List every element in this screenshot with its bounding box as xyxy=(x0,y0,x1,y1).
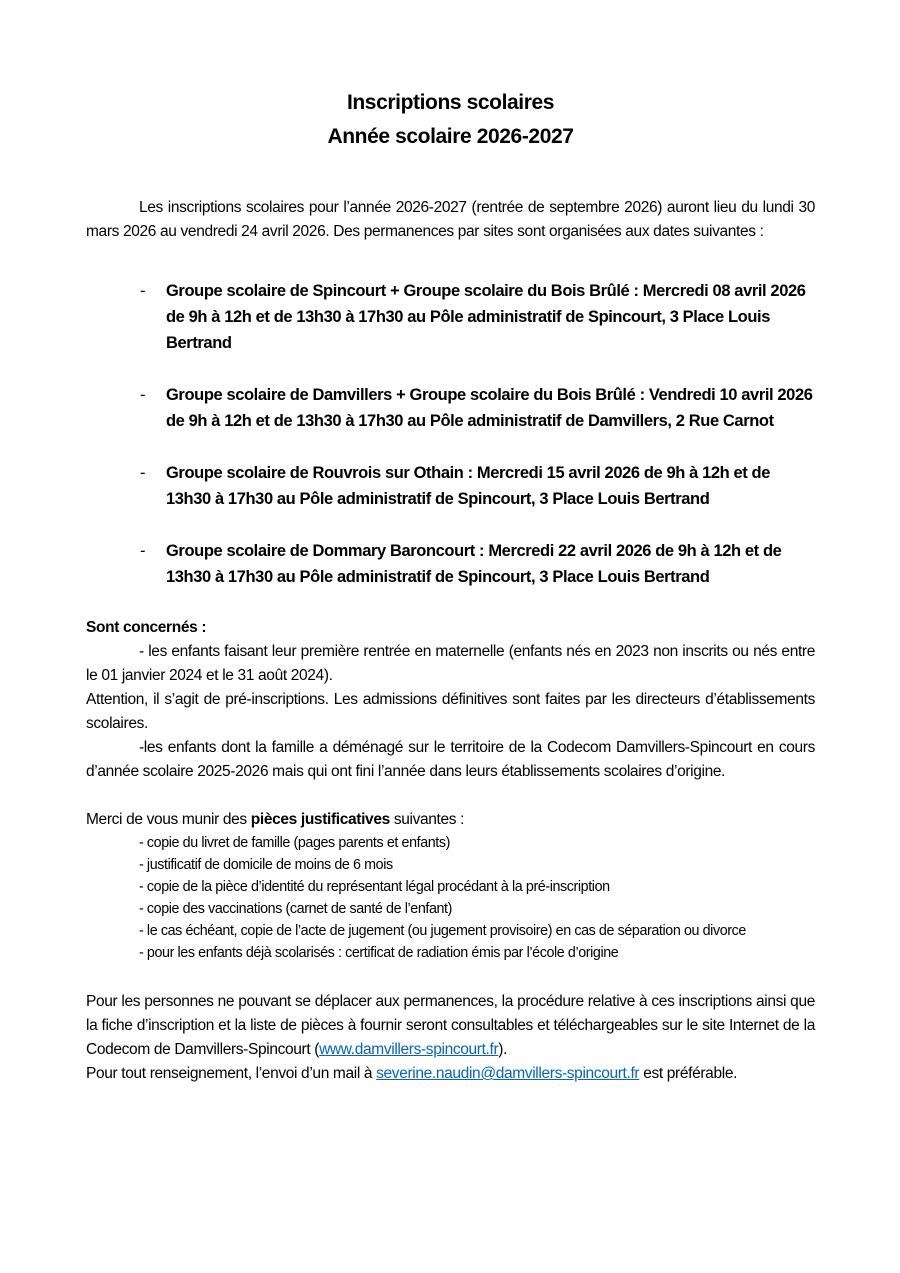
contact-text: Pour les personnes ne pouvant se déplacer aux permanences, la procédure relative à ces inscriptions ainsi que la fiche d’inscription et la liste de pièces à fournir seront consultables et téléchargeables sur le site Internet de la Codecom de Damvillers-Spincourt ( xyxy=(86,993,815,1058)
concerned-section xyxy=(86,616,815,784)
title-line-2: Année scolaire 2026-2027 xyxy=(327,125,574,148)
contact-text-end: ). xyxy=(498,1041,508,1058)
email-link[interactable]: severine.naudin@damvillers-spincourt.fr xyxy=(376,1065,640,1082)
documents-intro-bold: pièces justificatives xyxy=(250,811,390,828)
document-item: - pour les enfants déjà scolarisés : certificat de radiation émis par l’école d’origine xyxy=(139,945,619,961)
concerned-item-2: -les enfants dont la famille a déménagé sur le territoire de la Codecom Damvillers-Spincourt en cours d’année scolaire 2025-2026 mais qui ont fini l’année dans leurs établissements scolaires d’origine. xyxy=(86,739,815,780)
permanence-item xyxy=(140,278,815,356)
list-dash: - xyxy=(140,542,146,560)
document-item: - copie des vaccinations (carnet de santé de l’enfant) xyxy=(139,901,452,917)
documents-list xyxy=(86,832,815,964)
permanence-item xyxy=(140,382,815,434)
permanence-text: Groupe scolaire de Dommary Baroncourt : Mercredi 22 avril 2026 de 9h à 12h et de 13h30 à 17h30 au Pôle administratif de Spincourt, 3 Place Louis Bertrand xyxy=(166,542,782,586)
contact-paragraph-1 xyxy=(86,990,815,1062)
intro-paragraph: Les inscriptions scolaires pour l’année 2026-2027 (rentrée de septembre 2026) auront lieu du lundi 30 mars 2026 au vendredi 24 avril 2026. Des permanences par sites sont organisées aux dates suivantes : xyxy=(86,199,815,240)
contact-paragraph-2 xyxy=(86,1062,815,1086)
permanence-text: Groupe scolaire de Rouvrois sur Othain : Mercredi 15 avril 2026 de 9h à 12h et de 13h30 à 17h30 au Pôle administratif de Spincourt, 3 Place Louis Bertrand xyxy=(166,464,771,508)
contact-section xyxy=(86,990,815,1086)
documents-intro-text: Merci de vous munir des xyxy=(86,811,251,828)
document-item: - le cas échéant, copie de l’acte de jugement (ou jugement provisoire) en cas de séparation ou divorce xyxy=(139,923,746,939)
document-item: - copie du livret de famille (pages parents et enfants) xyxy=(139,835,450,851)
permanence-list xyxy=(86,278,815,590)
list-dash: - xyxy=(140,282,146,300)
contact-text: Pour tout renseignement, l’envoi d’un mail à xyxy=(86,1065,377,1082)
documents-intro xyxy=(86,808,815,832)
document-item: - justificatif de domicile de moins de 6 mois xyxy=(139,857,393,873)
permanence-item xyxy=(140,538,815,590)
contact-text-end: est préférable. xyxy=(639,1065,738,1082)
list-dash: - xyxy=(140,386,146,404)
attention-note: Attention, il s’agit de pré-inscriptions. Les admissions définitives sont faites par les directeurs d’établissements scolaires. xyxy=(86,691,815,732)
permanence-text: Groupe scolaire de Spincourt + Groupe scolaire du Bois Brûlé : Mercredi 08 avril 2026 de 9h à 12h et de 13h30 à 17h30 au Pôle administratif de Spincourt, 3 Place Louis Bertrand xyxy=(166,282,806,352)
title-line-1: Inscriptions scolaires xyxy=(346,91,555,114)
document-item: - copie de la pièce d’identité du représentant légal procédant à la pré-inscription xyxy=(139,879,610,895)
document-title xyxy=(86,86,815,154)
permanence-item xyxy=(140,460,815,512)
documents-intro-end: suivantes : xyxy=(389,811,465,828)
permanence-text: Groupe scolaire de Damvillers + Groupe scolaire du Bois Brûlé : Vendredi 10 avril 2026 de 9h à 12h et de 13h30 à 17h30 au Pôle administratif de Damvillers, 2 Rue Carnot xyxy=(166,386,813,430)
concerned-item-1: - les enfants faisant leur première rentrée en maternelle (enfants nés en 2023 non inscrits ou nés entre le 01 janvier 2024 et le 31 août 2024). xyxy=(86,643,815,684)
documents-section xyxy=(86,808,815,964)
list-dash: - xyxy=(140,464,146,482)
document-page xyxy=(86,86,815,1086)
concerned-heading: Sont concernés : xyxy=(86,619,207,636)
website-link[interactable]: www.damvillers-spincourt.fr xyxy=(319,1041,499,1058)
